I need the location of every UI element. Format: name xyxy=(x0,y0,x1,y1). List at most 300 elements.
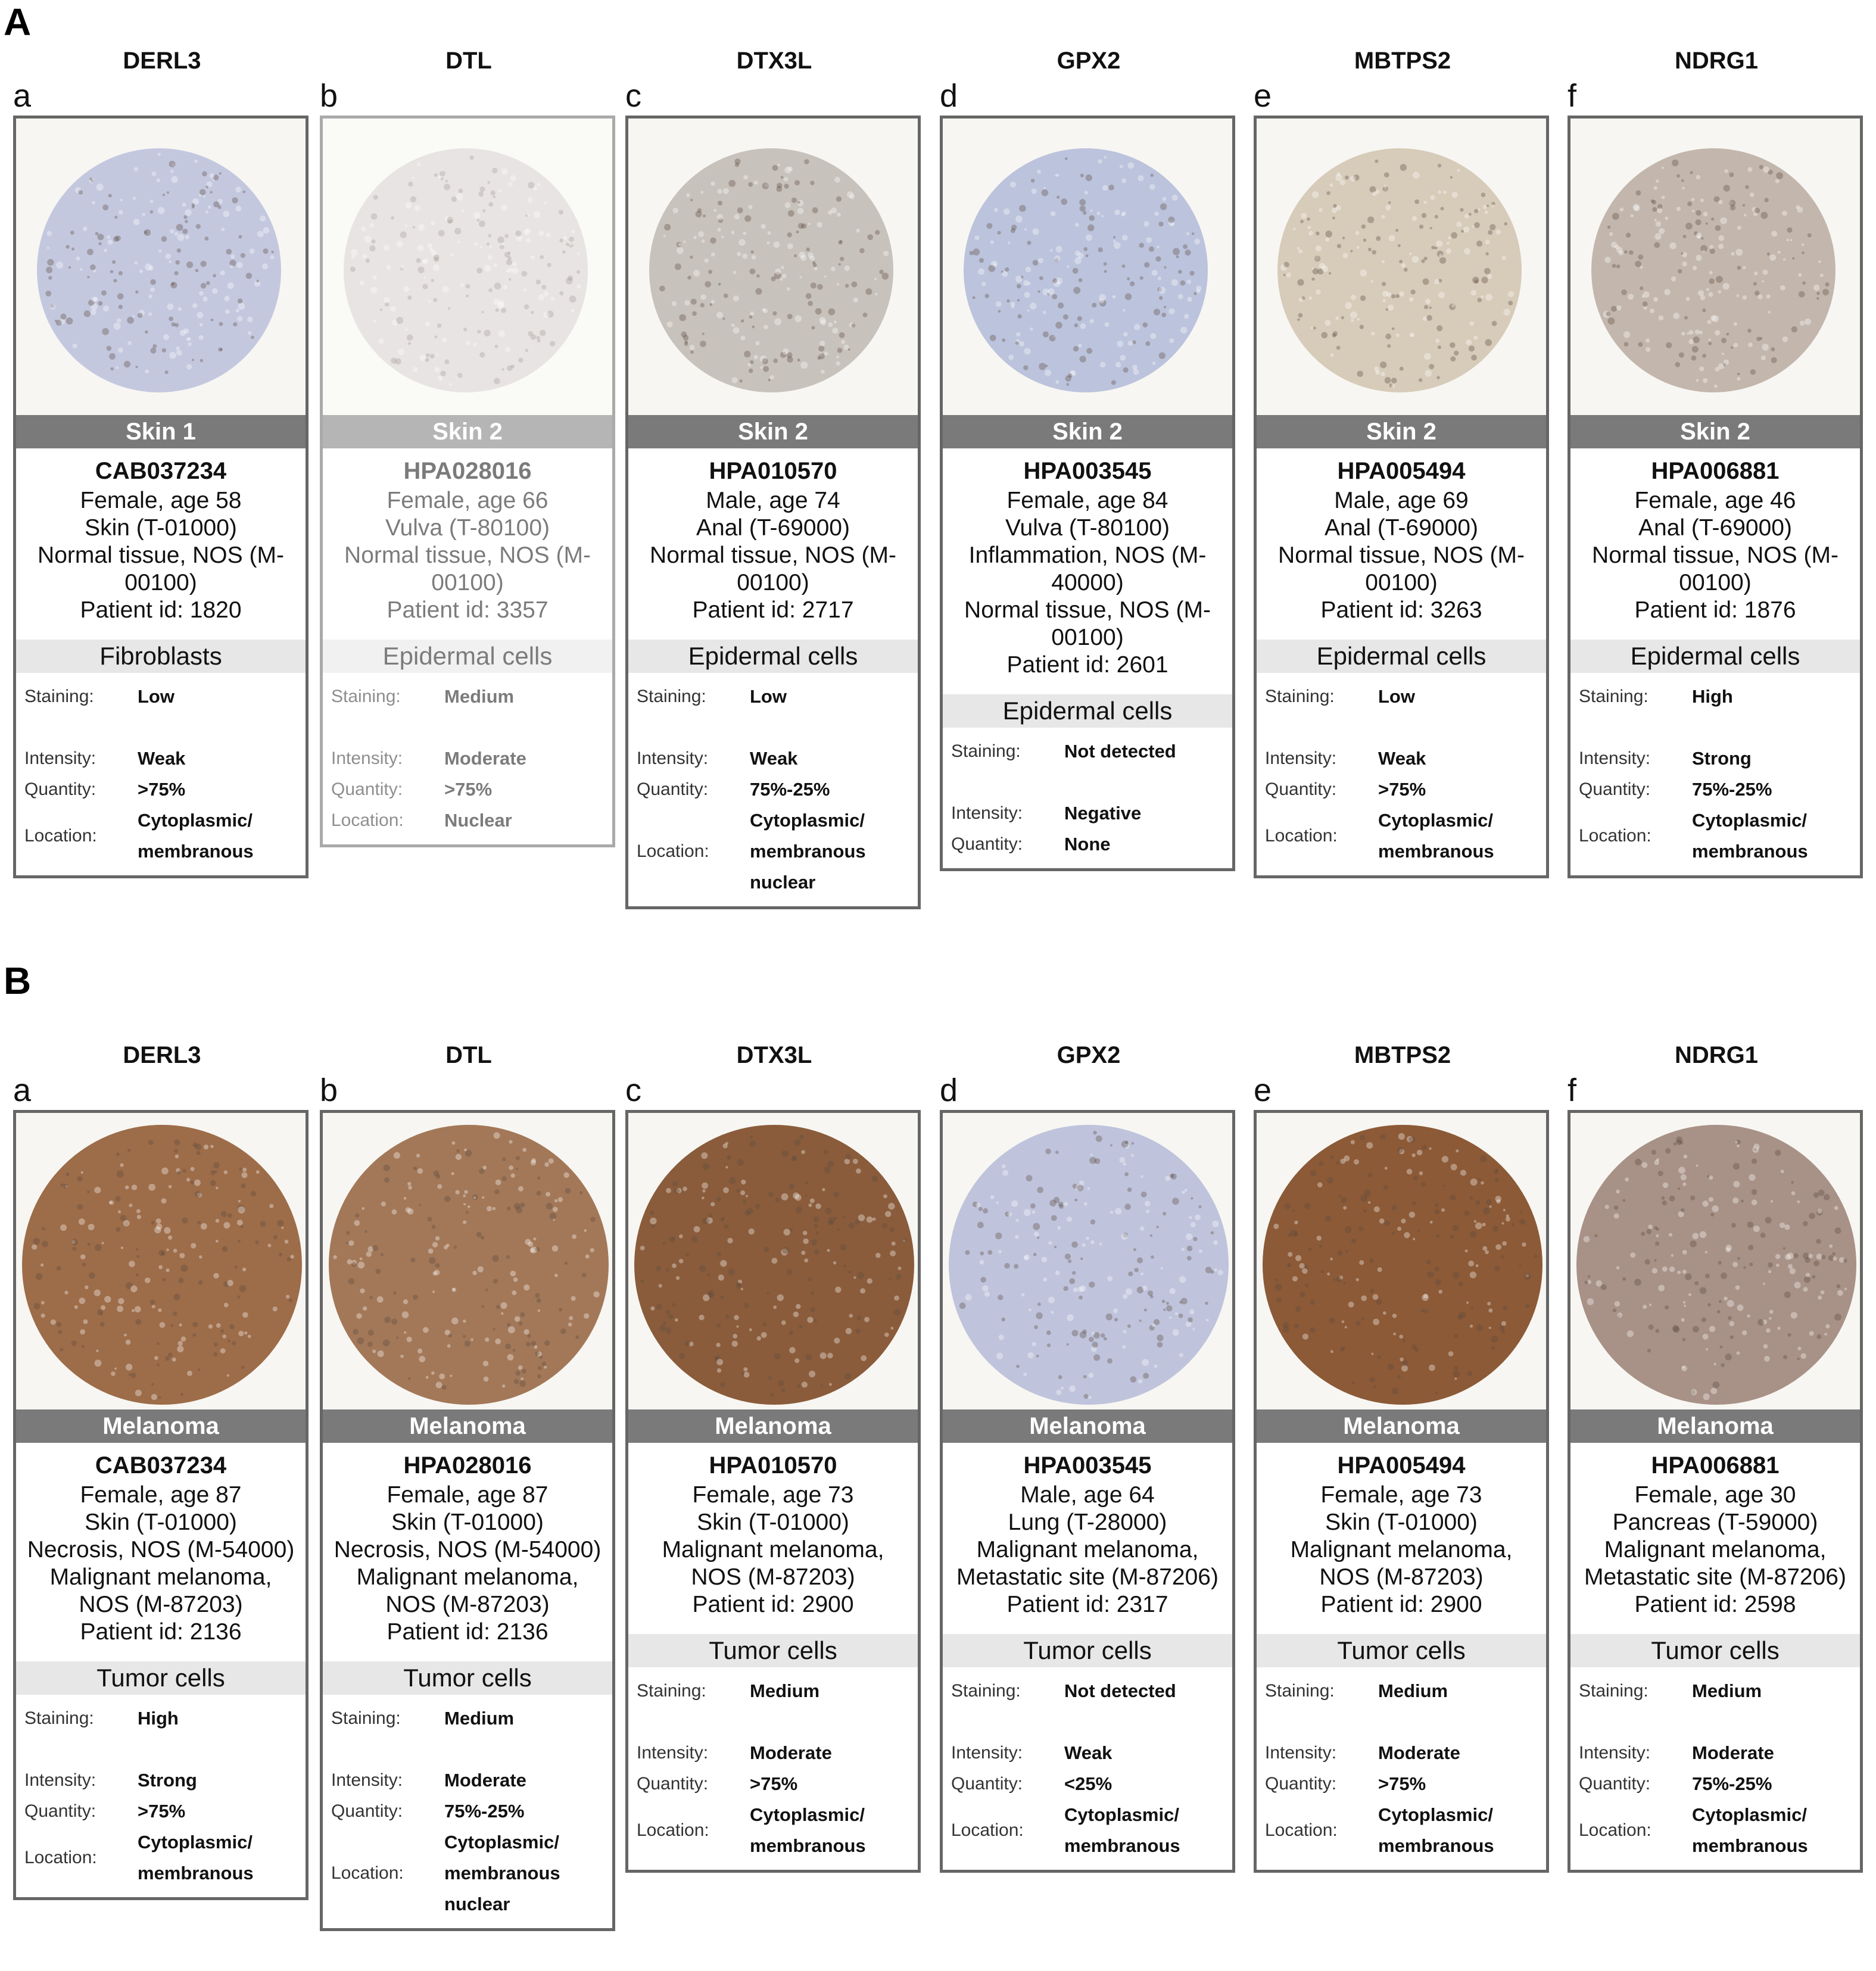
tissue-speckle xyxy=(1630,214,1633,217)
tissue-speckle xyxy=(236,262,242,268)
tissue-speckle xyxy=(398,348,404,355)
tissue-speckle xyxy=(507,1206,511,1211)
tissue-speckle xyxy=(227,1374,229,1377)
tissue-speckle xyxy=(1709,271,1713,275)
tissue-card[interactable] xyxy=(940,1110,1235,1873)
tissue-speckle xyxy=(273,1235,278,1239)
tissue-speckle xyxy=(1068,373,1073,378)
tissue-card[interactable] xyxy=(320,116,615,847)
detail-value xyxy=(1692,805,1854,867)
tissue-speckle xyxy=(1189,1309,1195,1315)
tissue-speckle xyxy=(150,210,154,214)
tissue-speckle xyxy=(1469,345,1475,351)
tissue-speckle xyxy=(569,1316,573,1320)
location-line: Cytoplasmic/ xyxy=(138,810,253,831)
tissue-speckle xyxy=(1829,1245,1833,1248)
tissue-speckle xyxy=(157,1364,160,1367)
tissue-speckle xyxy=(1191,1222,1196,1227)
tissue-speckle xyxy=(683,335,689,341)
tissue-speckle xyxy=(1464,1211,1470,1216)
tissue-speckle xyxy=(456,1149,460,1153)
tissue-speckle xyxy=(166,1268,169,1272)
tissue-speckle xyxy=(224,1170,228,1174)
tissue-speckle xyxy=(1733,343,1738,348)
tissue-speckle xyxy=(1016,1219,1019,1222)
tissue-speckle xyxy=(796,1304,800,1309)
tissue-speckle xyxy=(1720,217,1727,224)
tissue-speckle xyxy=(506,1255,510,1258)
tissue-speckle xyxy=(666,322,672,328)
tissue-speckle xyxy=(1037,290,1040,292)
tissue-speckle xyxy=(221,1211,227,1217)
tissue-speckle xyxy=(1729,200,1735,207)
tissue-speckle xyxy=(1335,174,1342,182)
tissue-speckle xyxy=(801,1250,805,1255)
tissue-speckle xyxy=(479,186,485,192)
tissue-speckle xyxy=(676,1276,680,1280)
detail-label: Quantity: xyxy=(1579,779,1651,799)
tissue-card[interactable] xyxy=(13,116,308,878)
tissue-speckle xyxy=(358,1262,365,1269)
location-line: Cytoplasmic/ xyxy=(138,1832,253,1853)
tissue-speckle xyxy=(484,265,491,272)
tissue-speckle xyxy=(1682,1183,1686,1186)
tissue-speckle xyxy=(162,348,166,353)
tissue-speckle xyxy=(114,1367,117,1370)
tissue-speckle xyxy=(664,224,671,230)
tissue-speckle xyxy=(1190,271,1195,276)
tissue-speckle xyxy=(749,1140,756,1147)
tissue-speckle xyxy=(1114,210,1120,215)
tissue-speckle xyxy=(263,227,270,233)
tissue-speckle xyxy=(1761,355,1766,360)
tissue-speckle xyxy=(799,276,802,279)
tissue-speckle xyxy=(218,348,222,352)
tissue-speckle xyxy=(1750,192,1754,197)
tissue-speckle xyxy=(1374,366,1379,371)
tissue-speckle xyxy=(1144,262,1149,267)
tissue-speckle xyxy=(94,297,98,301)
tissue-speckle xyxy=(32,1245,37,1250)
tissue-speckle xyxy=(1687,332,1689,335)
tissue-speckle xyxy=(1354,1159,1359,1165)
tissue-speckle xyxy=(690,345,695,350)
antibody-id: HPA006881 xyxy=(1651,1452,1780,1479)
tissue-card[interactable] xyxy=(625,116,921,909)
tissue-speckle xyxy=(1488,1308,1492,1312)
tissue-speckle xyxy=(428,300,431,302)
staining-details xyxy=(1257,1667,1546,1870)
tissue-speckle xyxy=(1294,1221,1298,1224)
patient-info xyxy=(943,1479,1232,1632)
tissue-speckle xyxy=(242,1312,248,1318)
tissue-speckle xyxy=(148,1184,155,1191)
tissue-speckle xyxy=(238,1200,241,1202)
tissue-speckle xyxy=(260,216,266,222)
tissue-speckle xyxy=(1718,1261,1722,1264)
tissue-speckle xyxy=(1054,1246,1057,1248)
tissue-speckle xyxy=(1614,1214,1619,1219)
tissue-speckle xyxy=(1662,196,1665,199)
detail-label: Location: xyxy=(331,1863,404,1883)
tissue-speckle xyxy=(1797,1346,1801,1350)
tissue-speckle xyxy=(1186,1233,1192,1240)
tissue-speckle xyxy=(701,1152,708,1159)
detail-value: 75%-25% xyxy=(1692,779,1772,800)
tissue-speckle xyxy=(248,331,252,335)
tissue-speckle xyxy=(1124,1172,1129,1176)
tissue-speckle xyxy=(1087,1187,1090,1190)
tissue-speckle xyxy=(384,1165,390,1171)
tissue-speckle xyxy=(1002,271,1008,277)
tissue-speckle xyxy=(515,230,521,236)
staining-details xyxy=(628,1667,918,1870)
tissue-speckle xyxy=(1350,250,1353,252)
tissue-speckle xyxy=(445,1330,451,1336)
tissue-speckle xyxy=(1154,211,1158,216)
tissue-speckle xyxy=(672,1264,677,1268)
tissue-speckle xyxy=(1345,1226,1351,1233)
tissue-speckle xyxy=(213,1352,217,1356)
tissue-speckle xyxy=(1414,1348,1419,1352)
tissue-speckle xyxy=(1809,1331,1814,1336)
tissue-speckle xyxy=(1735,249,1743,256)
panel-letter: e xyxy=(1254,78,1272,114)
location-line: membranous xyxy=(1692,1835,1808,1856)
tissue-speckle xyxy=(201,1223,207,1230)
tissue-speckle xyxy=(1185,250,1191,255)
tissue-card[interactable] xyxy=(1254,116,1549,878)
tissue-speckle xyxy=(1409,1212,1415,1218)
tissue-speckle xyxy=(1471,355,1477,361)
tissue-speckle xyxy=(828,322,833,327)
tissue-speckle xyxy=(1626,233,1631,238)
tissue-speckle xyxy=(1106,1314,1113,1321)
tissue-speckle xyxy=(1424,257,1428,260)
tissue-speckle xyxy=(788,210,794,217)
tissue-speckle xyxy=(1422,213,1426,218)
tissue-speckle xyxy=(216,1240,219,1243)
tissue-speckle xyxy=(1307,226,1311,229)
tissue-speckle xyxy=(424,276,426,279)
tissue-speckle xyxy=(1073,268,1079,274)
tissue-speckle xyxy=(1682,1250,1687,1255)
tissue-speckle xyxy=(569,236,574,242)
tissue-speckle xyxy=(437,323,441,328)
tissue-speckle xyxy=(416,258,421,263)
tissue-speckle xyxy=(195,1191,201,1197)
spacer xyxy=(637,712,750,743)
tissue-speckle xyxy=(858,1272,864,1278)
tissue-speckle xyxy=(145,330,148,334)
tissue-speckle xyxy=(1483,1208,1490,1215)
tissue-speckle xyxy=(360,280,364,285)
tissue-speckle xyxy=(848,1270,852,1274)
tissue-speckle xyxy=(206,181,212,187)
detail-value xyxy=(138,805,300,867)
tissue-speckle xyxy=(431,221,435,225)
tissue-speckle xyxy=(138,313,143,318)
tissue-speckle xyxy=(1711,217,1714,220)
tissue-speckle xyxy=(1473,336,1478,340)
tissue-speckle xyxy=(775,269,781,275)
tissue-card[interactable] xyxy=(1254,1110,1549,1873)
tissue-speckle xyxy=(772,165,778,171)
tissue-speckle xyxy=(1130,281,1135,286)
patient-info-line: 00100) xyxy=(1679,570,1752,595)
tissue-speckle xyxy=(717,189,722,194)
cell-type-header: Tumor cells xyxy=(1570,1634,1860,1667)
tissue-speckle xyxy=(77,1204,83,1210)
tissue-speckle xyxy=(223,1222,230,1228)
tissue-speckle xyxy=(725,1142,728,1145)
tissue-speckle xyxy=(188,342,191,346)
tissue-card[interactable] xyxy=(625,1110,921,1873)
tissue-speckle xyxy=(232,197,238,203)
tissue-speckle xyxy=(1648,1224,1653,1229)
tissue-speckle xyxy=(771,276,775,281)
tissue-speckle xyxy=(372,1349,376,1353)
tissue-speckle xyxy=(543,312,549,318)
tissue-speckle xyxy=(1612,213,1619,220)
tissue-speckle xyxy=(679,314,686,322)
tissue-speckle xyxy=(794,254,797,257)
tissue-speckle xyxy=(1426,1260,1431,1265)
tissue-speckle xyxy=(1179,1276,1186,1283)
tissue-speckle xyxy=(1150,1234,1152,1237)
tissue-speckle xyxy=(1475,1200,1480,1205)
tissue-speckle xyxy=(1080,1286,1086,1292)
tissue-speckle xyxy=(526,238,531,243)
tissue-speckle xyxy=(1780,1222,1785,1228)
tissue-speckle xyxy=(1654,1259,1656,1262)
tissue-speckle xyxy=(702,1189,705,1192)
tissue-speckle xyxy=(1078,344,1082,347)
tissue-speckle xyxy=(199,335,204,340)
tissue-speckle xyxy=(741,1373,744,1376)
tissue-speckle xyxy=(1361,1317,1364,1320)
tissue-speckle xyxy=(1310,1327,1315,1333)
tissue-speckle xyxy=(888,1203,895,1209)
tissue-speckle xyxy=(1014,1264,1018,1269)
tissue-speckle xyxy=(1276,1297,1282,1302)
tissue-speckle xyxy=(1061,198,1067,205)
tissue-speckle xyxy=(1061,1387,1064,1390)
tissue-speckle xyxy=(516,1156,520,1160)
tissue-speckle xyxy=(1481,277,1488,283)
tissue-speckle xyxy=(1700,1287,1707,1295)
gene-name: DTX3L xyxy=(736,48,812,74)
tissue-speckle xyxy=(463,1335,466,1338)
tissue-speckle xyxy=(97,1309,103,1315)
tissue-speckle xyxy=(494,1132,500,1139)
tissue-speckle xyxy=(1410,289,1415,294)
tissue-speckle xyxy=(1335,316,1339,320)
detail-label: Location: xyxy=(951,1820,1024,1840)
tissue-speckle xyxy=(1519,1219,1525,1225)
antibody-id: HPA028016 xyxy=(403,1452,532,1479)
tissue-speckle xyxy=(1665,1148,1671,1153)
tissue-speckle xyxy=(537,339,541,342)
tissue-card[interactable] xyxy=(1568,1110,1863,1873)
tissue-card[interactable] xyxy=(13,1110,308,1900)
tissue-speckle xyxy=(150,279,156,285)
tissue-core-image xyxy=(943,118,1232,415)
tissue-speckle xyxy=(883,251,889,256)
tissue-speckle xyxy=(1817,1209,1822,1214)
detail-label: Staining: xyxy=(331,1708,401,1728)
tissue-speckle xyxy=(492,168,498,174)
tissue-speckle xyxy=(843,1265,846,1268)
tissue-speckle xyxy=(58,1330,62,1334)
tissue-speckle xyxy=(659,286,665,292)
tissue-speckle xyxy=(1066,1343,1068,1346)
tissue-speckle xyxy=(169,352,176,359)
panel-row xyxy=(0,48,1876,977)
tissue-speckle xyxy=(1790,1268,1796,1274)
tissue-speckle xyxy=(1063,1286,1068,1291)
tissue-speckle xyxy=(1649,1303,1651,1306)
tissue-speckle xyxy=(135,1319,141,1325)
tissue-speckle xyxy=(515,1371,520,1376)
tissue-speckle xyxy=(502,1384,505,1387)
patient-info-line: Anal (T-69000) xyxy=(1638,515,1792,541)
tissue-speckle xyxy=(1434,279,1439,285)
tissue-speckle xyxy=(1068,1259,1071,1263)
tissue-speckle xyxy=(806,248,810,252)
patient-info-line: Female, age 73 xyxy=(1320,1482,1482,1508)
tissue-speckle xyxy=(1325,1215,1331,1221)
tissue-speckle xyxy=(428,1249,434,1254)
tissue-speckle xyxy=(1400,1358,1403,1361)
tissue-speckle xyxy=(965,1294,972,1301)
tissue-speckle xyxy=(1073,1287,1078,1292)
tissue-speckle xyxy=(1332,333,1336,338)
tissue-speckle xyxy=(429,1257,436,1264)
tissue-speckle xyxy=(859,248,865,254)
tissue-speckle xyxy=(1198,1205,1201,1208)
tissue-speckle xyxy=(781,266,784,269)
tissue-speckle xyxy=(369,245,375,251)
tissue-card[interactable] xyxy=(940,116,1235,871)
tissue-speckle xyxy=(1125,294,1132,300)
tissue-speckle xyxy=(98,242,101,245)
tissue-speckle xyxy=(754,180,758,185)
tissue-speckle xyxy=(1403,1339,1406,1342)
tissue-speckle xyxy=(1470,1196,1473,1200)
tissue-speckle xyxy=(488,288,493,292)
tissue-speckle xyxy=(1182,1190,1185,1194)
tissue-speckle xyxy=(1048,1297,1055,1303)
tissue-speckle xyxy=(738,239,745,245)
detail-value: Weak xyxy=(1378,748,1426,769)
tissue-speckle xyxy=(1702,1317,1706,1322)
tissue-speckle xyxy=(130,1373,136,1378)
tissue-speckle xyxy=(1732,1262,1738,1267)
tissue-speckle xyxy=(1707,320,1711,324)
antibody-id: CAB037234 xyxy=(95,458,227,484)
tissue-speckle xyxy=(174,271,179,275)
tissue-speckle xyxy=(523,1284,529,1290)
tissue-speckle xyxy=(1120,165,1123,169)
tissue-speckle xyxy=(1652,1268,1657,1273)
cell-type-header: Fibroblasts xyxy=(16,640,306,673)
tissue-speckle xyxy=(805,1354,812,1361)
tissue-speckle xyxy=(130,1286,138,1293)
tissue-speckle xyxy=(213,274,216,277)
tissue-speckle xyxy=(1115,1208,1121,1215)
tissue-speckle xyxy=(1705,1274,1710,1278)
tissue-speckle xyxy=(222,1246,228,1252)
tissue-speckle xyxy=(1629,250,1634,255)
location-line: Cytoplasmic/ xyxy=(1378,1804,1493,1825)
tissue-speckle xyxy=(768,1192,774,1197)
tissue-speckle xyxy=(542,1362,547,1367)
tissue-speckle xyxy=(400,266,404,269)
tissue-speckle xyxy=(1721,338,1727,343)
tissue-speckle xyxy=(1071,1330,1078,1336)
tissue-speckle xyxy=(1491,1336,1498,1343)
tissue-speckle xyxy=(493,1279,498,1284)
tissue-speckle xyxy=(857,1315,862,1320)
detail-value: Medium xyxy=(1378,1680,1448,1701)
tissue-speckle xyxy=(505,1343,511,1349)
tissue-speckle xyxy=(1647,1349,1651,1352)
tissue-speckle xyxy=(973,296,976,299)
tissue-speckle xyxy=(438,230,445,236)
tissue-speckle xyxy=(1422,1144,1427,1150)
tissue-speckle xyxy=(232,1341,236,1345)
tissue-speckle xyxy=(1702,308,1706,312)
tissue-speckle xyxy=(1769,1317,1772,1320)
tissue-speckle xyxy=(417,1168,423,1174)
tissue-speckle xyxy=(1460,208,1463,211)
tissue-speckle xyxy=(1634,205,1640,211)
tissue-speckle xyxy=(1762,344,1769,351)
tissue-speckle xyxy=(531,1341,537,1346)
tissue-speckle xyxy=(1310,327,1313,329)
tissue-speckle xyxy=(536,1191,541,1196)
cell-type-header: Tumor cells xyxy=(1257,1634,1546,1667)
tissue-speckle xyxy=(1326,191,1330,195)
tissue-speckle xyxy=(228,1339,230,1342)
tissue-speckle xyxy=(525,1239,531,1245)
tissue-speckle xyxy=(1288,1252,1292,1257)
tissue-speckle xyxy=(1747,167,1752,172)
tissue-card[interactable] xyxy=(320,1110,615,1931)
tissue-speckle xyxy=(426,1376,429,1379)
tissue-card[interactable] xyxy=(1568,116,1863,878)
tissue-speckle xyxy=(384,297,389,303)
tissue-speckle xyxy=(1706,222,1708,224)
detail-value: >75% xyxy=(444,779,493,800)
tissue-micrograph xyxy=(943,1113,1232,1409)
tissue-speckle xyxy=(1100,362,1105,367)
tissue-speckle xyxy=(1194,239,1200,245)
tissue-speckle xyxy=(1699,330,1703,334)
detail-value: >75% xyxy=(138,779,186,800)
tissue-speckle xyxy=(119,305,123,309)
tissue-speckle xyxy=(492,1255,498,1262)
tissue-speckle xyxy=(1171,279,1178,286)
tissue-speckle xyxy=(1398,244,1401,247)
tissue-speckle xyxy=(1355,1321,1360,1326)
tissue-speckle xyxy=(195,1144,201,1150)
tissue-speckle xyxy=(672,1303,675,1306)
tissue-speckle xyxy=(1004,208,1010,215)
tissue-speckle xyxy=(216,1187,218,1189)
tissue-speckle xyxy=(167,191,169,194)
